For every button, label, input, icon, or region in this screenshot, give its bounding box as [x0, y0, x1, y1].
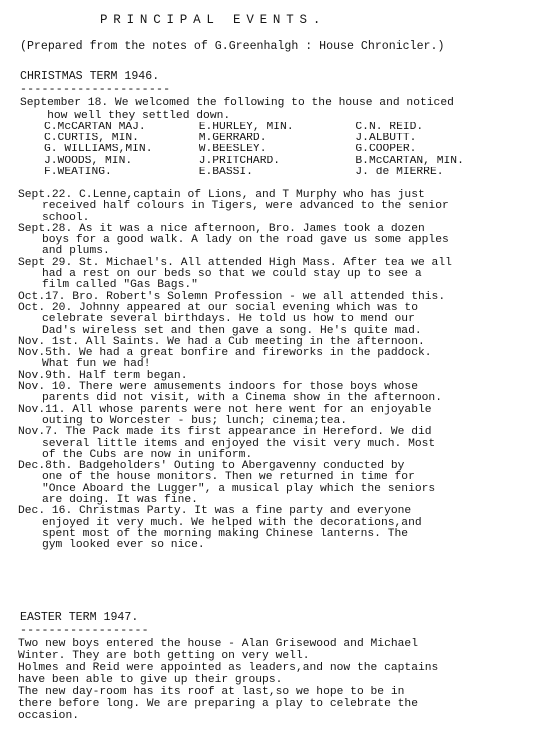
intro-line: how well they settled down.	[20, 110, 231, 122]
event-line: several little items and enjoyed the visit very much. Most	[42, 437, 436, 450]
event-entry	[18, 506, 544, 551]
event-line: Dec. 16. Christmas Party. It was a fine party and everyone	[18, 505, 412, 518]
name-row	[44, 122, 524, 133]
event-line: Nov. 1st. All Saints. We had a Cub meeting in the afternoon.	[18, 335, 425, 348]
event-line: Nov. 10. There were amusements indoors for those boys whose	[18, 381, 418, 394]
event-line: outing to Worcester - bus; lunch; cinema;tea.	[42, 414, 348, 427]
event-line: Oct.17. Bro. Robert's Solemn Profession - we all attended this.	[18, 290, 446, 303]
event-line: Nov.9th. Half term began.	[18, 369, 188, 382]
event-entry	[18, 224, 544, 258]
event-entry	[18, 427, 544, 461]
event-line: Oct. 20. Johnny appeared at our social evening which was to	[18, 301, 418, 314]
event-line: are doing. It was fine.	[42, 494, 198, 507]
name-row	[44, 133, 524, 144]
document-title: PRINCIPAL EVENTS.	[100, 13, 327, 27]
event-entry	[18, 405, 544, 428]
event-line: Sept 29. St. Michael's. All attended High Mass. After tea we all	[18, 256, 452, 269]
event-line: of the Cubs are now in uniform.	[42, 448, 253, 461]
name-entry: F.WEATING.	[44, 166, 112, 178]
event-entry	[18, 303, 544, 337]
document-subtitle: (Prepared from the notes of G.Greenhalgh : House Chronicler.)	[20, 40, 445, 53]
event-line: Dad's wireless set and then gave a song. He's quite mad.	[42, 324, 422, 337]
event-line: Sept.28. As it was a nice afternoon, Bro. James took a dozen	[18, 222, 425, 235]
easter-paragraphs	[18, 638, 544, 722]
name-entry: B.McCARTAN, MIN.	[355, 155, 464, 167]
event-entry	[18, 382, 544, 405]
paragraph-line: have been able to give up their groups.	[18, 674, 283, 686]
name-row	[44, 167, 524, 178]
name-entry: W.BEESLEY.	[198, 144, 267, 156]
easter-paragraph	[18, 686, 544, 722]
name-entry: J.PRITCHARD.	[198, 155, 281, 167]
name-entry: E.BASSI.	[198, 166, 253, 178]
paragraph-line: Holmes and Reid were appointed as leaders,and now the captains	[18, 662, 439, 674]
name-entry: M.GERRARD.	[198, 133, 267, 145]
new-boys-list	[44, 122, 524, 178]
event-line: Dec.8th. Badgeholders' Outing to Abergavenny conducted by	[18, 460, 405, 473]
christmas-events-list	[18, 190, 544, 552]
event-line: one of the house monitors. Then we returned in time for	[42, 471, 415, 484]
event-line: boys for a good walk. A lady on the road gave us some apples	[42, 234, 449, 247]
event-line: gym looked ever so nice.	[42, 539, 205, 552]
name-entry: G. WILLIAMS,MIN.	[44, 144, 153, 156]
intro-line: September 18. We welcomed the following to the house and noticed	[20, 97, 454, 109]
event-line: spent most of the morning making Chinese lanterns. The	[42, 527, 409, 540]
name-entry: J. de MIERRE.	[355, 166, 444, 178]
paragraph-line: Two new boys entered the house - Alan Grisewood and Michael	[18, 638, 418, 650]
event-line: school.	[42, 211, 90, 224]
event-line: "Once Aboard the Lugger", a musical play which the seniors	[42, 482, 436, 495]
paragraph-line: Winter. They are both getting on very well.	[18, 650, 310, 662]
event-line: Nov.7. The Pack made its first appearance in Hereford. We did	[18, 426, 432, 439]
event-entry	[18, 461, 544, 506]
event-line: received half colours in Tigers, were advanced to the senior	[42, 200, 449, 213]
event-line: enjoyed it very much. We helped with the decorations,and	[42, 516, 422, 529]
easter-term-heading: EASTER TERM 1947.	[20, 611, 139, 624]
name-row	[44, 144, 524, 155]
event-line: Nov.5th. We had a great bonfire and fireworks in the paddock.	[18, 347, 432, 360]
paragraph-line: The new day-room has its roof at last,so we hope to be in	[18, 686, 405, 698]
event-line: What fun we had!	[42, 358, 151, 371]
event-entry	[18, 190, 544, 224]
event-line: Nov.11. All whose parents were not here went for an enjoyable	[18, 403, 432, 416]
name-row	[44, 156, 524, 167]
event-entry	[18, 348, 544, 371]
easter-term-rule: ------------------	[20, 624, 149, 637]
event-line: and plums.	[42, 245, 110, 258]
event-line: had a rest on our beds so that we could stay up to see a	[42, 268, 422, 281]
event-line: Sept.22. C.Lenne,captain of Lions, and T Murphy who has just	[18, 189, 425, 201]
easter-paragraph	[18, 662, 544, 686]
name-entry: J.ALBUTT.	[355, 133, 417, 145]
name-entry: C.McCARTAN MAJ.	[44, 122, 146, 133]
name-entry: C.CURTIS, MIN.	[44, 133, 139, 145]
christmas-term-rule: ---------------------	[20, 83, 171, 96]
event-line: celebrate several birthdays. He told us how to mend our	[42, 313, 415, 326]
paragraph-line: there before long. We are preparing a play to celebrate the	[18, 698, 418, 710]
easter-paragraph	[18, 638, 544, 662]
event-entry	[18, 258, 544, 292]
name-entry: C.N. REID.	[355, 122, 424, 133]
intro-paragraph	[20, 97, 540, 123]
name-entry: G.COOPER.	[355, 144, 417, 156]
event-line: parents did not visit, with a Cinema show in the afternoon.	[42, 392, 442, 405]
name-entry: J.WOODS, MIN.	[44, 155, 133, 167]
event-line: film called "Gas Bags."	[42, 279, 198, 292]
paragraph-line: occasion.	[18, 710, 80, 722]
name-entry: E.HURLEY, MIN.	[198, 122, 294, 133]
christmas-term-heading: CHRISTMAS TERM 1946.	[20, 70, 160, 83]
